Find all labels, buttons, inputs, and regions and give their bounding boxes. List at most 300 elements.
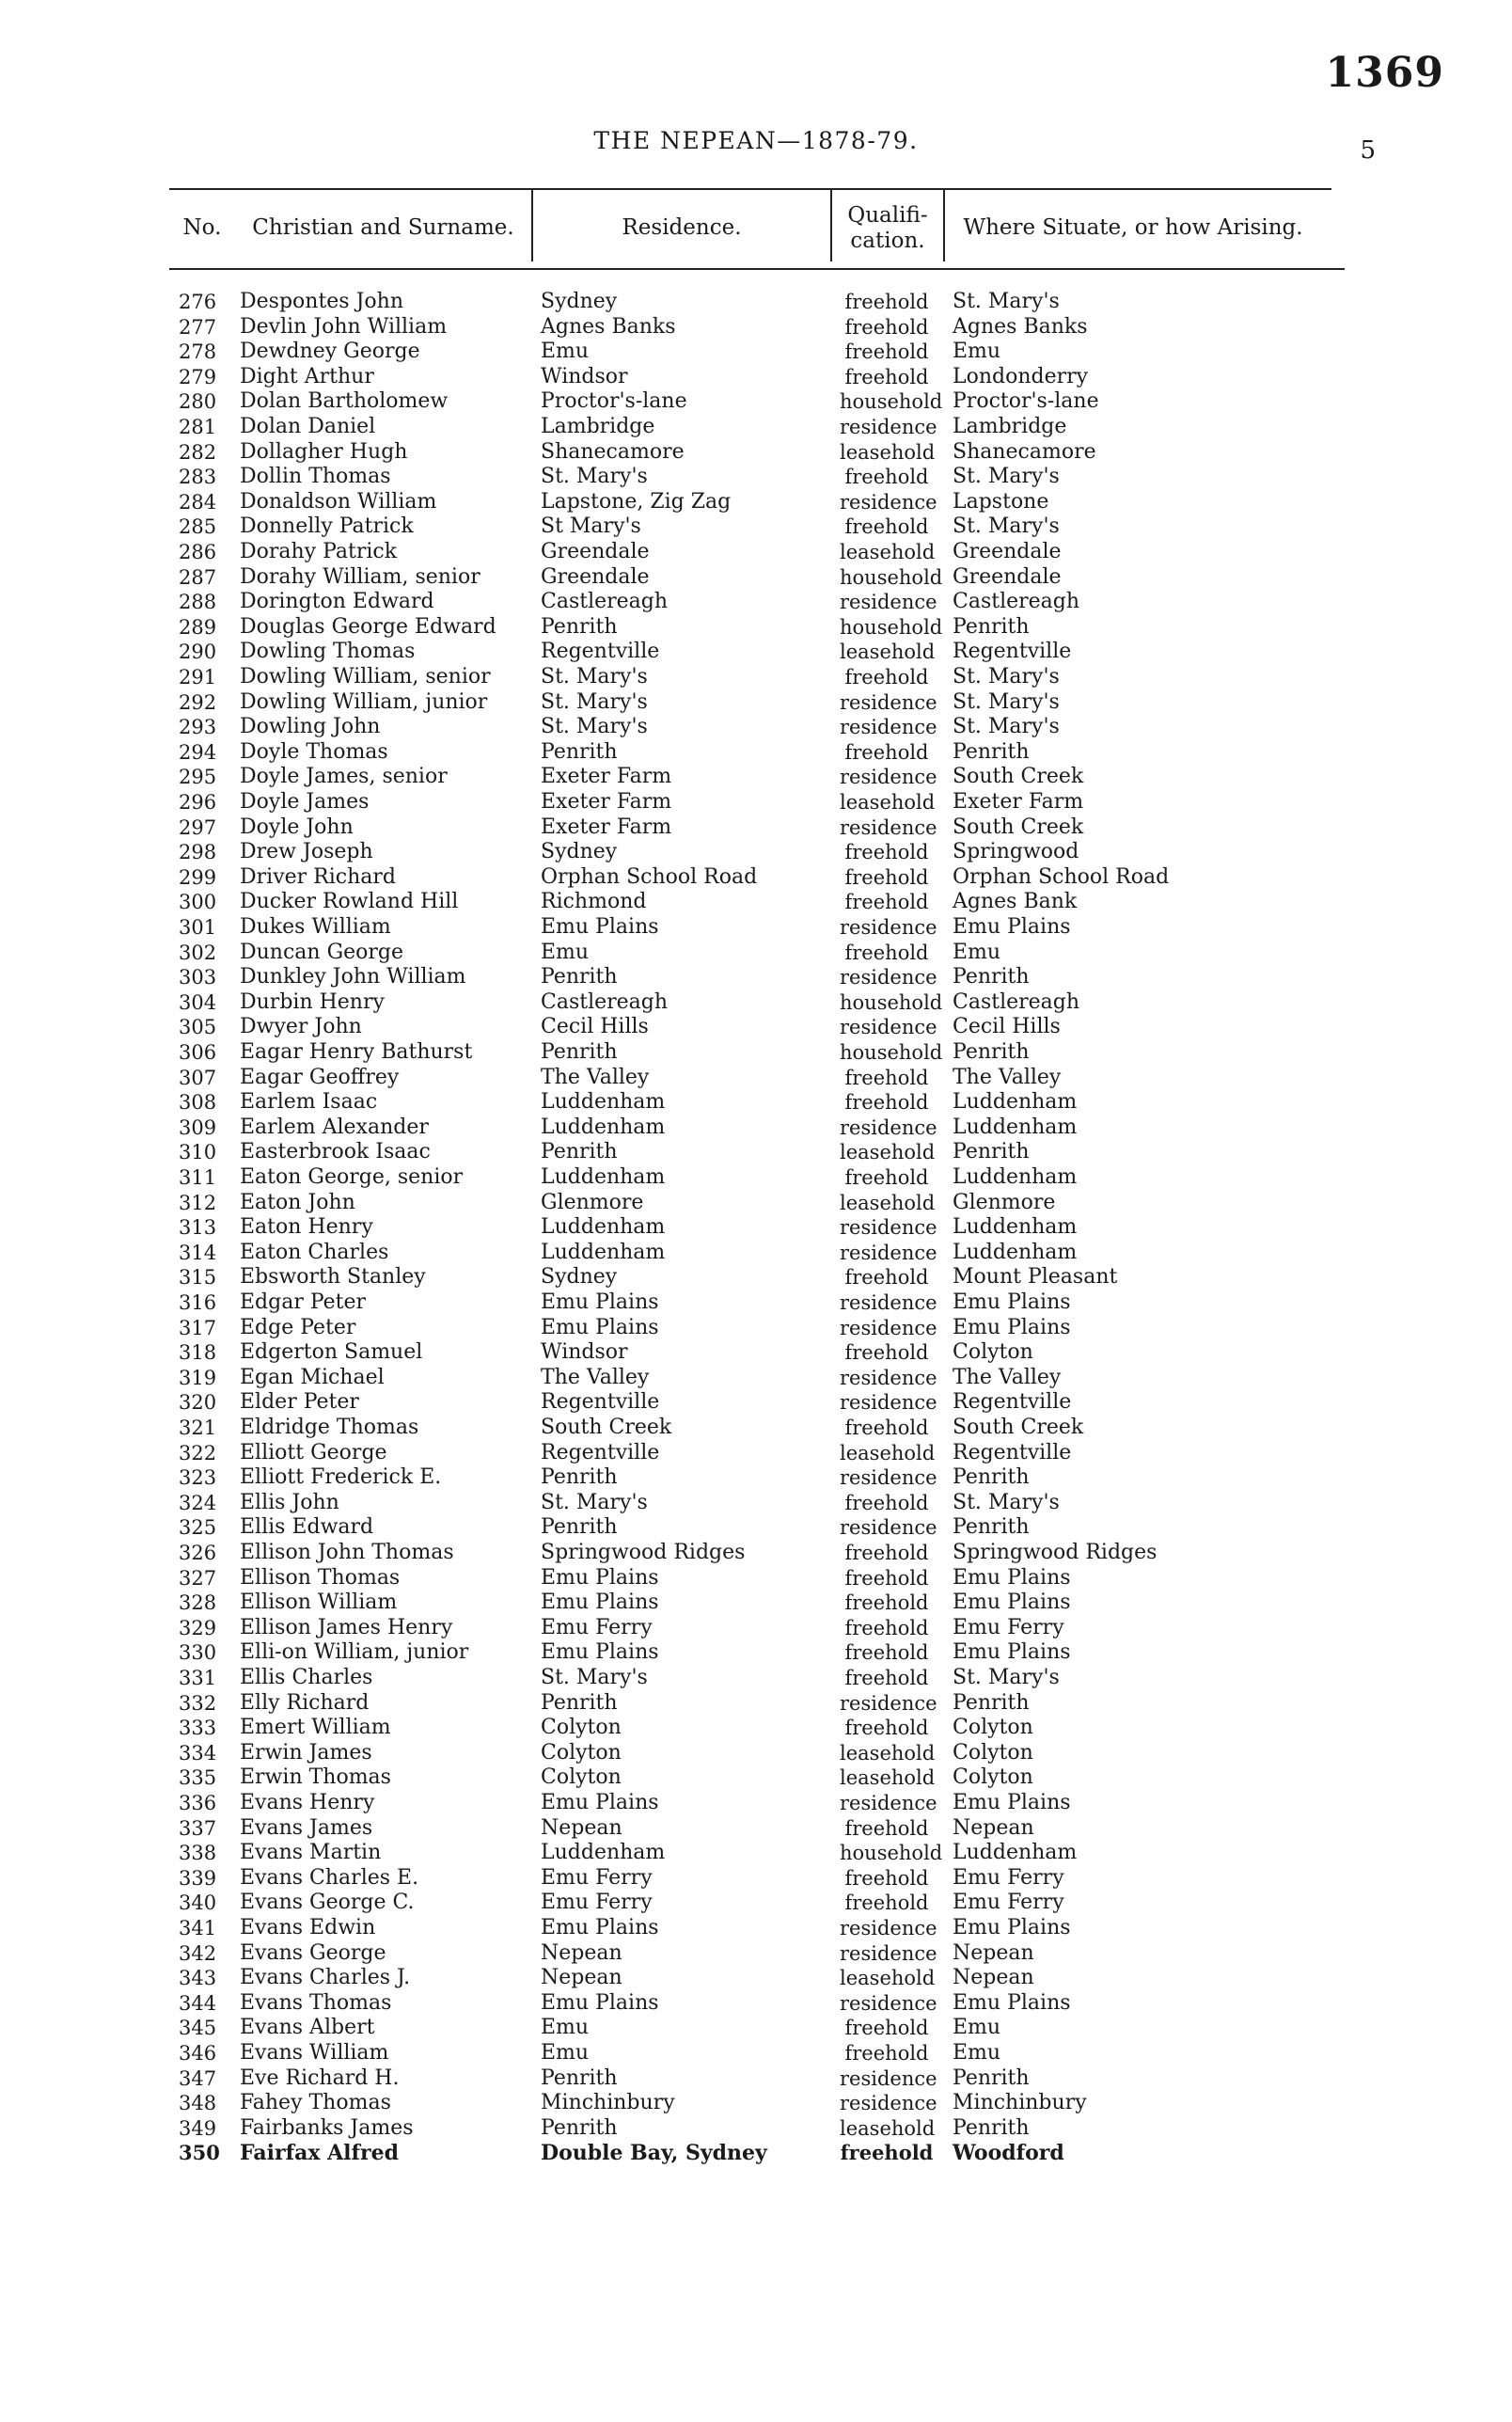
table-row: [0, 1791, 1512, 1816]
column-header-no: No.: [182, 215, 222, 240]
elector-name: Dowling Thomas: [240, 640, 416, 664]
elector-number: 322: [179, 1441, 217, 1464]
elector-name: Dight Arthur: [240, 364, 374, 388]
elector-residence: Emu Plains: [541, 1565, 659, 1590]
table-row: [0, 1816, 1512, 1842]
elector-number: 337: [179, 1816, 217, 1840]
table-row: [0, 2066, 1512, 2092]
elector-where-situate: Emu Plains: [953, 1990, 1071, 2015]
elector-residence: St. Mary's: [541, 689, 648, 714]
elector-residence: Nepean: [541, 1940, 622, 1965]
elector-number: 348: [179, 2092, 217, 2115]
elector-name: Evans Martin: [240, 1841, 382, 1865]
elector-where-situate: Greendale: [953, 540, 1062, 563]
elector-qualification: residence: [840, 2092, 937, 2115]
elector-residence: Glenmore: [541, 1190, 644, 1214]
table-row: [0, 1441, 1512, 1466]
elector-qualification: residence: [840, 966, 937, 989]
elector-qualification: freehold: [844, 1066, 929, 1089]
elector-where-situate: Springwood: [953, 840, 1079, 864]
elector-name: Ellison Thomas: [240, 1565, 401, 1590]
elector-name: Egan Michael: [240, 1365, 385, 1389]
elector-where-situate: Nepean: [953, 1966, 1034, 1990]
elector-name: Driver Richard: [240, 864, 396, 889]
elector-name: Fairbanks James: [240, 2115, 414, 2140]
elector-qualification: residence: [840, 815, 937, 839]
elector-number: 290: [179, 641, 217, 664]
elector-qualification: freehold: [844, 1616, 929, 1639]
elector-where-situate: Mount Pleasant: [953, 1265, 1118, 1290]
elector-where-situate: Lapstone: [953, 489, 1049, 514]
elector-residence: Emu: [541, 940, 590, 964]
table-row: [0, 389, 1512, 415]
elector-where-situate: Londonderry: [953, 364, 1089, 388]
elector-residence: St Mary's: [541, 514, 641, 539]
elector-qualification: freehold: [844, 340, 929, 364]
elector-qualification: freehold: [844, 1866, 929, 1890]
elector-name: Evans Charles J.: [240, 1966, 411, 1990]
table-row: [0, 590, 1512, 615]
elector-qualification: freehold: [844, 740, 929, 764]
elector-residence: Double Bay, Sydney: [541, 2141, 767, 2166]
table-row: [0, 1366, 1512, 1391]
elector-qualification: freehold: [840, 2141, 934, 2165]
elector-number: 286: [179, 541, 217, 563]
elector-number: 336: [179, 1792, 217, 1814]
elector-name: Evans Albert: [240, 2016, 375, 2040]
elector-number: 303: [179, 966, 217, 989]
column-header-where: Where Situate, or how Arising.: [963, 215, 1303, 240]
elector-number: 329: [179, 1616, 217, 1639]
elector-name: Eve Richard H.: [240, 2066, 400, 2090]
elector-where-situate: St. Mary's: [953, 1666, 1060, 1689]
elector-number: 338: [179, 1842, 217, 1865]
elector-number: 288: [179, 591, 217, 614]
elector-name: Earlem Alexander: [240, 1115, 429, 1139]
elector-where-situate: Emu Ferry: [953, 1891, 1064, 1915]
elector-name: Eaton Charles: [240, 1240, 389, 1264]
elector-name: Elli-on William, junior: [240, 1640, 469, 1665]
elector-where-situate: Woodford: [953, 2141, 1064, 2166]
elector-residence: Cecil Hills: [541, 1015, 649, 1039]
elector-name: Dwyer John: [240, 1015, 362, 1039]
elector-where-situate: St. Mary's: [953, 1490, 1060, 1514]
elector-where-situate: South Creek: [953, 1416, 1084, 1439]
elector-residence: Emu Plains: [541, 1916, 659, 1939]
elector-number: 345: [179, 2017, 217, 2040]
elector-residence: Emu Plains: [541, 1791, 659, 1814]
elector-number: 281: [179, 416, 217, 438]
elector-where-situate: Emu Plains: [953, 1565, 1071, 1590]
elector-qualification: residence: [840, 766, 937, 789]
elector-name: Dorahy Patrick: [240, 540, 398, 563]
elector-name: Ellis John: [240, 1490, 339, 1514]
elector-where-situate: St. Mary's: [953, 465, 1060, 489]
elector-residence: St. Mary's: [541, 1490, 648, 1514]
elector-qualification: residence: [840, 1316, 937, 1339]
elector-qualification: freehold: [844, 515, 929, 539]
elector-qualification: household: [840, 990, 943, 1014]
elector-qualification: residence: [840, 1991, 937, 2015]
table-row: [0, 1340, 1512, 1366]
elector-qualification: leasehold: [840, 1741, 936, 1765]
elector-residence: Emu Plains: [541, 1315, 659, 1339]
elector-where-situate: Luddenham: [953, 1165, 1078, 1189]
elector-qualification: residence: [840, 1466, 937, 1490]
elector-where-situate: Castlereagh: [953, 590, 1080, 614]
elector-where-situate: Penrith: [953, 1140, 1030, 1164]
elector-where-situate: Luddenham: [953, 1090, 1078, 1115]
elector-name: Edgerton Samuel: [240, 1340, 423, 1365]
elector-qualification: freehold: [844, 1892, 929, 1915]
table-row: [0, 365, 1512, 390]
elector-where-situate: Penrith: [953, 1040, 1030, 1064]
elector-where-situate: Penrith: [953, 2115, 1030, 2140]
table-row: [0, 965, 1512, 990]
elector-residence: Penrith: [541, 1690, 618, 1715]
elector-name: Edgar Peter: [240, 1290, 367, 1314]
elector-name: Doyle Thomas: [240, 739, 388, 764]
elector-where-situate: Penrith: [953, 614, 1030, 639]
elector-number: 308: [179, 1091, 217, 1115]
elector-qualification: household: [840, 565, 943, 589]
table-row: [0, 1215, 1512, 1241]
elector-name: Dollin Thomas: [240, 465, 391, 489]
elector-list: [0, 290, 1512, 2171]
elector-name: Evans Thomas: [240, 1990, 392, 2015]
table-row: [0, 2141, 1512, 2166]
elector-number: 289: [179, 615, 217, 639]
table-row: [0, 1966, 1512, 1991]
elector-residence: Colyton: [541, 1716, 622, 1740]
elector-where-situate: Luddenham: [953, 1215, 1078, 1240]
elector-name: Eaton George, senior: [240, 1165, 464, 1189]
elector-residence: Emu: [541, 2041, 590, 2065]
elector-qualification: residence: [840, 1391, 937, 1415]
elector-name: Elly Richard: [240, 1690, 370, 1715]
elector-number: 349: [179, 2116, 217, 2140]
elector-residence: St. Mary's: [541, 665, 648, 689]
elector-where-situate: St. Mary's: [953, 290, 1060, 313]
elector-number: 297: [179, 815, 217, 839]
elector-residence: St. Mary's: [541, 465, 648, 489]
elector-name: Dolan Bartholomew: [240, 389, 449, 414]
elector-number: 321: [179, 1417, 217, 1439]
elector-name: Evans Edwin: [240, 1916, 376, 1939]
elector-residence: Penrith: [541, 614, 618, 639]
elector-number: 299: [179, 865, 217, 889]
elector-residence: Penrith: [541, 965, 618, 989]
elector-residence: Emu Ferry: [541, 1615, 653, 1639]
elector-number: 334: [179, 1741, 217, 1765]
table-row: [0, 1666, 1512, 1691]
elector-number: 316: [179, 1291, 217, 1314]
elector-qualification: freehold: [844, 865, 929, 889]
elector-qualification: freehold: [844, 891, 929, 914]
elector-residence: Lambridge: [541, 415, 655, 438]
table-row: [0, 1140, 1512, 1165]
elector-number: 285: [179, 515, 217, 539]
elector-number: 339: [179, 1866, 217, 1890]
elector-number: 307: [179, 1066, 217, 1089]
elector-qualification: residence: [840, 1917, 937, 1939]
elector-name: Elliott George: [240, 1440, 387, 1464]
elector-qualification: residence: [840, 1516, 937, 1540]
elector-qualification: residence: [840, 1792, 937, 1814]
elector-number: 294: [179, 740, 217, 764]
elector-name: Ellis Edward: [240, 1515, 374, 1540]
table-row: [0, 1991, 1512, 2017]
elector-where-situate: Shanecamore: [953, 439, 1096, 464]
elector-number: 327: [179, 1566, 217, 1590]
elector-where-situate: Emu Ferry: [953, 1615, 1064, 1639]
elector-name: Ducker Rowland Hill: [240, 890, 459, 914]
elector-residence: Regentville: [541, 640, 660, 664]
elector-qualification: residence: [840, 490, 937, 514]
table-row: [0, 1541, 1512, 1566]
elector-name: Doyle James, senior: [240, 765, 448, 789]
elector-where-situate: Castlereagh: [953, 989, 1080, 1014]
elector-where-situate: Agnes Banks: [953, 314, 1088, 339]
elector-residence: Penrith: [541, 739, 618, 764]
table-row: [0, 765, 1512, 790]
elector-qualification: leasehold: [840, 1967, 936, 1990]
elector-qualification: freehold: [844, 1816, 929, 1840]
elector-where-situate: Nepean: [953, 1940, 1034, 1965]
elector-qualification: freehold: [844, 1641, 929, 1665]
elector-qualification: freehold: [844, 666, 929, 689]
elector-number: 328: [179, 1591, 217, 1615]
elector-name: Donnelly Patrick: [240, 514, 414, 539]
elector-number: 304: [179, 990, 217, 1014]
page-number: 1369: [1325, 49, 1444, 97]
elector-where-situate: Penrith: [953, 2066, 1030, 2090]
elector-residence: Windsor: [541, 1340, 628, 1365]
elector-residence: Colyton: [541, 1765, 622, 1790]
elector-residence: Emu Plains: [541, 1591, 659, 1615]
elector-number: 340: [179, 1892, 217, 1915]
table-row: [0, 865, 1512, 891]
elector-residence: The Valley: [541, 1365, 650, 1389]
table-row: [0, 415, 1512, 440]
table-row: [0, 740, 1512, 766]
table-row: [0, 1241, 1512, 1266]
elector-where-situate: Lambridge: [953, 415, 1067, 438]
elector-number: 317: [179, 1316, 217, 1339]
elector-number: 315: [179, 1266, 217, 1290]
column-header-residence: Residence.: [622, 215, 742, 240]
elector-residence: The Valley: [541, 1065, 650, 1089]
elector-number: 314: [179, 1241, 217, 1264]
table-row: [0, 990, 1512, 1016]
elector-residence: St. Mary's: [541, 1666, 648, 1689]
elector-qualification: residence: [840, 690, 937, 714]
elector-residence: Sydney: [541, 290, 618, 313]
elector-residence: Regentville: [541, 1440, 660, 1464]
table-row: [0, 640, 1512, 665]
elector-where-situate: Springwood Ridges: [953, 1541, 1158, 1564]
elector-residence: Agnes Banks: [541, 314, 676, 339]
elector-qualification: freehold: [844, 1566, 929, 1590]
table-row: [0, 1040, 1512, 1066]
elector-residence: Castlereagh: [541, 989, 669, 1014]
elector-name: Devlin John William: [240, 314, 448, 339]
elector-name: Eldridge Thomas: [240, 1416, 419, 1439]
elector-where-situate: St. Mary's: [953, 689, 1060, 714]
elector-name: Eagar Geoffrey: [240, 1065, 400, 1089]
elector-name: Evans Charles E.: [240, 1865, 419, 1890]
elector-residence: Luddenham: [541, 1165, 666, 1189]
elector-where-situate: Nepean: [953, 1815, 1034, 1840]
table-row: [0, 941, 1512, 966]
table-row: [0, 2016, 1512, 2041]
elector-residence: Springwood Ridges: [541, 1541, 746, 1564]
table-row: [0, 1916, 1512, 1941]
elector-where-situate: Orphan School Road: [953, 864, 1170, 889]
elector-number: 318: [179, 1341, 217, 1365]
table-row: [0, 1390, 1512, 1416]
elector-where-situate: Emu Plains: [953, 1640, 1071, 1665]
elector-residence: St. Mary's: [541, 715, 648, 739]
elector-qualification: freehold: [844, 315, 929, 339]
table-row: [0, 340, 1512, 365]
table-row: [0, 2116, 1512, 2142]
elector-number: 333: [179, 1717, 217, 1740]
elector-name: Dowling John: [240, 715, 381, 739]
elector-number: 346: [179, 2042, 217, 2065]
elector-number: 332: [179, 1691, 217, 1715]
elector-where-situate: Colyton: [953, 1765, 1033, 1790]
elector-residence: Exeter Farm: [541, 815, 672, 839]
elector-name: Doyle John: [240, 815, 354, 839]
elector-qualification: household: [840, 615, 943, 639]
table-row: [0, 540, 1512, 565]
elector-residence: Luddenham: [541, 1115, 666, 1139]
elector-where-situate: Penrith: [953, 739, 1030, 764]
elector-number: 342: [179, 1941, 217, 1965]
elector-where-situate: Emu Plains: [953, 1791, 1071, 1814]
elector-number: 341: [179, 1917, 217, 1939]
elector-where-situate: Penrith: [953, 1515, 1030, 1540]
elector-number: 309: [179, 1116, 217, 1139]
elector-number: 282: [179, 440, 217, 464]
elector-number: 295: [179, 766, 217, 789]
elector-name: Ellison John Thomas: [240, 1541, 454, 1564]
elector-where-situate: Exeter Farm: [953, 790, 1084, 814]
elector-qualification: freehold: [844, 291, 929, 313]
elector-qualification: leasehold: [840, 541, 936, 563]
page-title: THE NEPEAN—1878-79.: [593, 127, 919, 154]
table-row: [0, 514, 1512, 540]
elector-name: Eagar Henry Bathurst: [240, 1040, 473, 1064]
table-row: [0, 1090, 1512, 1116]
elector-qualification: freehold: [844, 1266, 929, 1290]
elector-number: 296: [179, 791, 217, 814]
elector-number: 277: [179, 315, 217, 339]
elector-qualification: freehold: [844, 1417, 929, 1439]
elector-number: 279: [179, 365, 217, 388]
elector-where-situate: Proctor's-lane: [953, 389, 1099, 414]
elector-number: 280: [179, 390, 217, 414]
elector-qualification: leasehold: [840, 1141, 936, 1164]
elector-name: Evans George: [240, 1940, 386, 1965]
elector-residence: Luddenham: [541, 1841, 666, 1865]
elector-residence: Shanecamore: [541, 439, 685, 464]
elector-name: Fairfax Alfred: [240, 2141, 399, 2166]
table-row: [0, 690, 1512, 716]
elector-where-situate: St. Mary's: [953, 665, 1060, 689]
elector-residence: Richmond: [541, 890, 647, 914]
table-row: [0, 1716, 1512, 1741]
elector-where-situate: Colyton: [953, 1740, 1033, 1765]
elector-name: Ebsworth Stanley: [240, 1265, 426, 1290]
elector-qualification: freehold: [844, 1091, 929, 1115]
table-row: [0, 1465, 1512, 1491]
elector-name: Dollagher Hugh: [240, 439, 408, 464]
elector-where-situate: Colyton: [953, 1340, 1033, 1365]
elector-number: 335: [179, 1766, 217, 1790]
elector-name: Evans Henry: [240, 1791, 375, 1814]
elector-number: 330: [179, 1641, 217, 1665]
elector-name: Elder Peter: [240, 1390, 359, 1415]
elector-qualification: leasehold: [840, 641, 936, 664]
elector-qualification: leasehold: [840, 1441, 936, 1464]
elector-number: 311: [179, 1166, 217, 1189]
elector-qualification: freehold: [844, 466, 929, 489]
elector-where-situate: Emu Plains: [953, 1290, 1071, 1314]
elector-where-situate: Emu: [953, 2041, 1001, 2065]
elector-residence: Proctor's-lane: [541, 389, 687, 414]
elector-where-situate: Glenmore: [953, 1190, 1056, 1214]
table-row: [0, 1841, 1512, 1866]
elector-name: Emert William: [240, 1716, 391, 1740]
elector-where-situate: Penrith: [953, 965, 1030, 989]
elector-qualification: leasehold: [840, 791, 936, 814]
table-row: [0, 1765, 1512, 1791]
elector-where-situate: Emu Ferry: [953, 1865, 1064, 1890]
elector-where-situate: Emu Plains: [953, 1315, 1071, 1339]
elector-residence: Nepean: [541, 1815, 622, 1840]
elector-residence: Minchinbury: [541, 2091, 675, 2115]
elector-qualification: residence: [840, 1116, 937, 1139]
elector-name: Doyle James: [240, 790, 370, 814]
table-row: [0, 840, 1512, 865]
elector-name: Douglas George Edward: [240, 614, 496, 639]
elector-where-situate: Regentville: [953, 640, 1072, 664]
elector-qualification: leasehold: [840, 2116, 936, 2140]
elector-name: Duncan George: [240, 940, 404, 964]
elector-qualification: residence: [840, 1016, 937, 1039]
elector-qualification: household: [840, 1842, 943, 1865]
elector-number: 326: [179, 1542, 217, 1564]
elector-residence: Penrith: [541, 1465, 618, 1490]
elector-name: Evans George C.: [240, 1891, 415, 1915]
table-row: [0, 1691, 1512, 1717]
elector-qualification: household: [840, 390, 943, 414]
elector-number: 331: [179, 1667, 217, 1689]
sheet-number: 5: [1360, 136, 1376, 165]
elector-name: Drew Joseph: [240, 840, 373, 864]
table-row: [0, 2091, 1512, 2116]
elector-number: 344: [179, 1991, 217, 2015]
elector-residence: Penrith: [541, 2115, 618, 2140]
elector-residence: Emu Plains: [541, 915, 659, 939]
elector-number: 312: [179, 1191, 217, 1214]
elector-number: 300: [179, 891, 217, 914]
elector-qualification: freehold: [844, 1491, 929, 1514]
elector-residence: Regentville: [541, 1390, 660, 1415]
elector-residence: Exeter Farm: [541, 790, 672, 814]
